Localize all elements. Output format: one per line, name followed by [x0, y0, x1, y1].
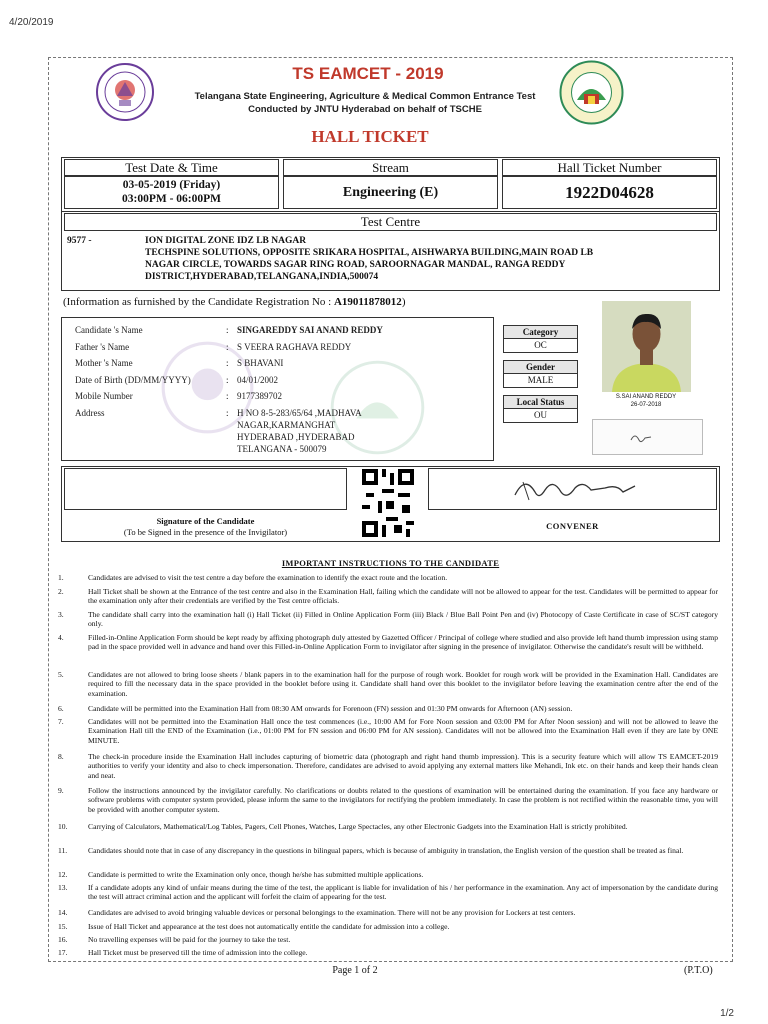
instruction-number: 6.	[58, 704, 64, 713]
address-line1: H NO 8-5-283/65/64 ,MADHAVA	[237, 408, 362, 418]
instruction-number: 12.	[58, 870, 68, 879]
address-colon: :	[226, 408, 229, 418]
mother-name: S BHAVANI	[237, 358, 284, 368]
photo-caption-name: S.SAI ANAND REDDY	[615, 394, 677, 400]
print-date: 4/20/2019	[9, 17, 54, 28]
address-line2: NAGAR,KARMANGHAT	[237, 420, 336, 430]
exam-time: 03:00PM - 06:00PM	[122, 193, 221, 205]
registration-number: A19011878012	[333, 296, 402, 308]
person-photo-icon	[602, 301, 691, 392]
exam-title: TS EAMCET - 2019	[292, 64, 444, 83]
father-name-colon: :	[226, 342, 229, 352]
instruction-item	[58, 883, 718, 903]
jntu-logo-icon	[95, 62, 155, 122]
instruction-number: 4.	[58, 633, 64, 642]
test-centre-code: 9577 -	[67, 236, 92, 246]
instruction-text: Candidates are advised to avoid bringing valuable devices or personal belongings to the examination. There will not be any provision for Lockers at test centers.	[88, 908, 576, 917]
address-label: Address	[75, 408, 105, 418]
date-time-header: Test Date & Time	[64, 159, 279, 176]
instruction-text: The candidate shall carry into the examination hall (i) Hall Ticket (ii) Filled in Online Application Form (iii) Black / Blue Ball Point Pen and (iv) Photocopy of Caste Certificate in case of SC/ST category only.	[88, 610, 718, 629]
instruction-number: 5.	[58, 670, 64, 679]
instruction-item	[58, 948, 718, 958]
candidate-name-label: Candidate 's Name	[75, 325, 143, 335]
instruction-number: 2.	[58, 587, 64, 596]
candidate-photo	[602, 301, 691, 392]
hall-ticket-number: 1922D04628	[502, 176, 717, 209]
pto-label: (P.T.O)	[684, 965, 713, 976]
instruction-item	[58, 908, 718, 918]
instruction-item	[58, 935, 718, 945]
instructions-title: IMPORTANT INSTRUCTIONS TO THE CANDIDATE	[281, 558, 500, 568]
instruction-number: 1.	[58, 573, 64, 582]
instruction-text: Candidate will be permitted into the Examination Hall from 08:30 AM onwards for Forenoon (FN) session and 01:30 PM onwards for Afternoon (AN) session.	[88, 704, 573, 713]
instruction-item	[58, 587, 718, 607]
hall-ticket-number-header: Hall Ticket Number	[502, 159, 717, 176]
instruction-text: Carrying of Calculators, Mathematical/Log Tables, Pagers, Cell Phones, Watches, Large Spectacles, any other Electronic Gadgets into the Examination Hall is strictly prohibited.	[88, 822, 628, 831]
instruction-number: 8.	[58, 752, 64, 761]
instruction-text: If a candidate adopts any kind of unfair means during the time of the test, the applicant is liable for invalidation of his / her performance in the examination. Any act of impersonation by the candidate during the test will attract criminal action and the applicant will forfeit the claim of appearing for the test.	[88, 883, 718, 902]
instruction-item	[58, 870, 718, 880]
instruction-item	[58, 786, 718, 816]
instruction-item	[58, 922, 718, 932]
instruction-text: Follow the instructions announced by the invigilator carefully. No clarifications or doubts related to the questions of examination will be entertained during the examination. If you face any hardware or software problems with computer system provided, please inform the same to the invigilators for rectifying the problem immediately. In case the problem is not rectified within the reasonable time, you will be provided with another computer system.	[88, 786, 718, 814]
convener-label: CONVENER	[546, 521, 599, 531]
candidate-signature-cell	[64, 468, 347, 510]
qr-code-icon	[362, 468, 414, 538]
gender-label: Gender	[503, 360, 578, 374]
instruction-text: Issue of Hall Ticket and appearance at the test does not automatically entitle the candidate for admission into a college.	[88, 922, 450, 931]
stream-value: Engineering (E)	[283, 176, 498, 209]
instruction-item	[58, 610, 718, 630]
instruction-number: 14.	[58, 908, 68, 917]
test-centre-line4: DISTRICT,HYDERABAD,TELANGANA,INDIA,500074	[145, 272, 379, 282]
photo-caption-date: 26-07-2018	[630, 402, 662, 408]
instruction-text: No travelling expenses will be paid for the journey to take the test.	[88, 935, 291, 944]
stream-header: Stream	[283, 159, 498, 176]
registration-note-prefix: (Information as furnished by the Candidate Registration No :	[63, 296, 334, 308]
instruction-text: Candidate is permitted to write the Examination only once, though he/she has submitted multiple applications.	[88, 870, 424, 879]
page-number: Page 1 of 2	[332, 965, 378, 976]
local-status-value: OU	[503, 409, 578, 423]
instruction-text: Filled-in-Online Application Form should be kept ready by affixing photograph duly attested by Gazetted Officer / Principal of college where studied and also provide left hand thumb impression using stamp pad in the space provided well in advance and hand over this Filled-in-Online Application Form to invigilator after signing in the presence of invigilator. Otherwise the candidate's result will be withheld.	[88, 633, 718, 652]
test-centre-line1: ION DIGITAL ZONE IDZ LB NAGAR	[145, 236, 307, 246]
mother-name-colon: :	[226, 358, 229, 368]
candidate-signature-image	[592, 419, 703, 455]
exam-subtitle: Telangana State Engineering, Agriculture & Medical Common Entrance Test	[194, 91, 536, 102]
category-label: Category	[503, 325, 578, 339]
print-page-number: 1/2	[720, 1008, 734, 1019]
test-centre-line3: NAGAR CIRCLE, TOWARDS SAGAR RING ROAD, SAROORNAGAR MANDAL, RANGA REDDY	[145, 260, 566, 270]
instruction-item	[58, 822, 718, 842]
test-centre-line2: TECHSPINE SOLUTIONS, OPPOSITE SRIKARA HOSPITAL, AISHWARYA BUILDING,MAIN ROAD LB	[145, 248, 594, 258]
instruction-item	[58, 573, 718, 583]
father-name-label: Father 's Name	[75, 342, 130, 352]
hall-ticket-title: HALL TICKET	[311, 127, 429, 146]
instruction-text: Candidates are not allowed to bring loose sheets / blank papers in to the examination hall for the purpose of rough work. Booklet for rough work will be provided in the Examination Hall. Candidates are required to fill the necessary data in the space provided in the booklet before using it. Candidate shall hand over this booklet to the invigilator before leaving the examination centre after the end of the examination.	[88, 670, 718, 698]
instruction-text: Candidates are advised to visit the test centre a day before the examination to identify the exact route and the location.	[88, 573, 448, 582]
instruction-item	[58, 717, 718, 747]
instruction-number: 10.	[58, 822, 68, 831]
address-line4: TELANGANA - 500079	[237, 444, 327, 454]
dob-value: 04/01/2002	[237, 375, 279, 385]
registration-note-suffix: )	[401, 296, 406, 308]
local-status-label: Local Status	[503, 395, 578, 409]
mobile-label: Mobile Number	[75, 391, 133, 401]
instruction-number: 16.	[58, 935, 68, 944]
instruction-item	[58, 633, 718, 671]
instruction-text: Candidates should note that in case of any discrepancy in the questions in bilingual papers, which is because of ambiguity in translation, the English version of the question shall be treated as final.	[88, 846, 684, 855]
mobile-value: 9177389702	[237, 391, 282, 401]
instruction-item	[58, 752, 718, 782]
dob-label: Date of Birth (DD/MM/YYYY)	[75, 375, 191, 385]
mobile-colon: :	[226, 391, 229, 401]
instruction-number: 17.	[58, 948, 68, 957]
instruction-number: 9.	[58, 786, 64, 795]
tsche-logo-icon	[559, 60, 624, 125]
instruction-item	[58, 704, 718, 714]
instruction-number: 7.	[58, 717, 64, 726]
candidate-name-colon: :	[226, 325, 229, 335]
instruction-text: Hall Ticket must be preserved till the time of admission into the college.	[88, 948, 308, 957]
exam-conductor: Conducted by JNTU Hyderabad on behalf of TSCHE	[248, 104, 482, 115]
category-value: OC	[503, 339, 578, 353]
instruction-number: 11.	[58, 846, 68, 855]
signature-scribble-icon	[593, 420, 704, 456]
dob-colon: :	[226, 375, 229, 385]
address-line3: HYDERABAD ,HYDERABAD	[237, 432, 355, 442]
exam-date: 03-05-2019 (Friday)	[122, 179, 221, 191]
instruction-number: 3.	[58, 610, 64, 619]
instruction-text: The check-in procedure inside the Examination Hall includes capturing of biometric data (photograph and right hand thumb impression). This is a security feature which will allow TS EAMCET-2019 authorities to verify your identity and also to check impersonation. Therefore, candidates are advised to avoid applying any external matters like Mehandi, Ink etc. on their hands and keep their hands clean and neat.	[88, 752, 718, 780]
candidate-signature-label: Signature of the Candidate	[156, 516, 255, 526]
mother-name-label: Mother 's Name	[75, 358, 133, 368]
registration-note	[63, 296, 405, 308]
candidate-name: SINGAREDDY SAI ANAND REDDY	[237, 325, 383, 335]
candidate-signature-note: (To be Signed in the presence of the Invigilator)	[123, 527, 288, 537]
instruction-number: 13.	[58, 883, 68, 892]
instruction-text: Hall Ticket shall be shown at the Entrance of the test centre and also in the Examination Hall, failing which the candidate will not be allowed to appear for the test. Candidates will be permitted to appear for the examination only after their credentials are verified by the Test centre officials.	[88, 587, 718, 606]
test-centre-heading: Test Centre	[64, 213, 717, 231]
gender-value: MALE	[503, 374, 578, 388]
instruction-text: Candidates will not be permitted into the Examination Hall once the test commences (i.e., 10:00 AM for Fore Noon session and 03:00 PM for After Noon session) and will not be allowed to leave the Examination Hall till the END of the Examination (i.e., 01:00 PM for FN session and 06:00 PM for AN session). Candidates will not be allowed into the Examination Hall even if they are late by ONE MINUTE.	[88, 717, 718, 745]
instruction-item	[58, 846, 718, 866]
instruction-item	[58, 670, 718, 700]
father-name: S VEERA RAGHAVA REDDY	[237, 342, 352, 352]
instruction-number: 15.	[58, 922, 68, 931]
convener-signature-icon	[505, 470, 645, 508]
